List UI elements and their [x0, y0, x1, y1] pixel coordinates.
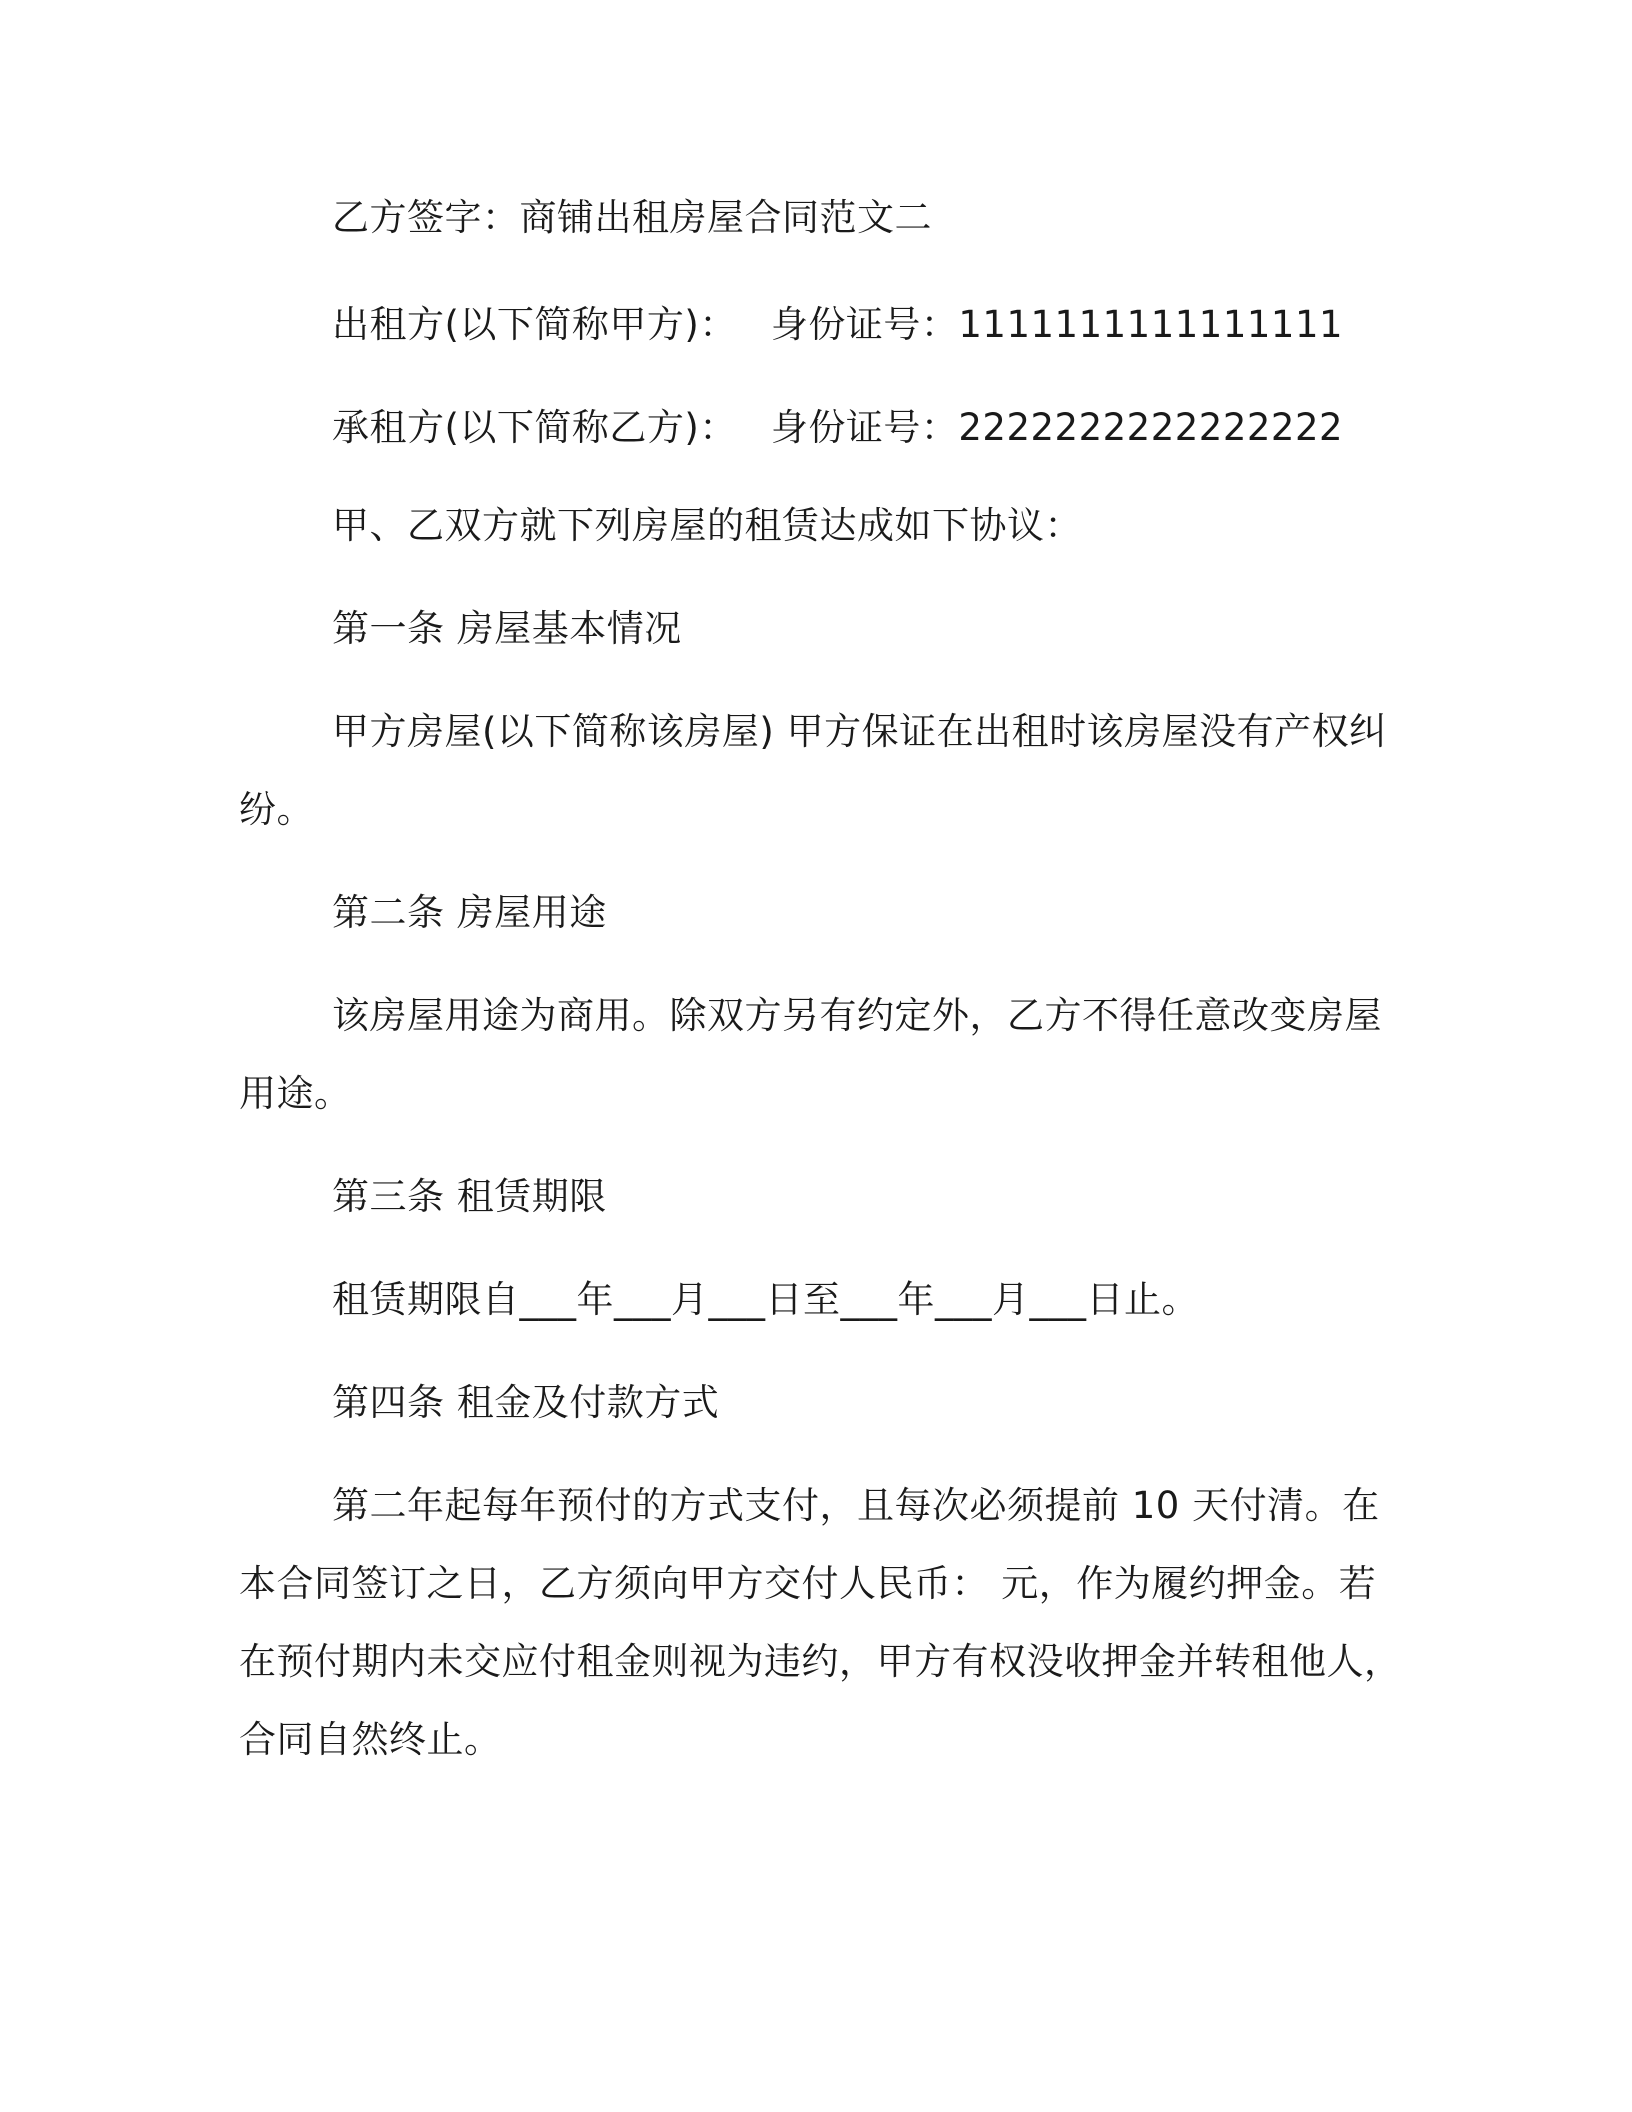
article4-heading: 第四条 租金及付款方式: [332, 1381, 720, 1424]
article3-heading: 第三条 租赁期限: [332, 1175, 607, 1218]
article1-text-line2: 纷。: [239, 788, 314, 831]
article4-text-line4: 合同自然终止。: [239, 1718, 502, 1761]
article4-text-line3: 在预付期内未交应付租金则视为违约，甲方有权没收押金并转租他人，: [239, 1640, 1402, 1683]
article4-text-line2: 本合同签订之日，乙方须向甲方交付人民币： 元，作为履约押金。若: [239, 1562, 1377, 1605]
lessee-line: [332, 408, 1343, 448]
article1-text-line1: 甲方房屋(以下简称该房屋) 甲方保证在出租时该房屋没有产权纠: [332, 710, 1387, 753]
article3-text-line1: 租赁期限自___年___月___日至___年___月___日止。: [332, 1278, 1199, 1321]
lessor-id-label: 身份证号：: [770, 303, 959, 346]
lessor-label: 出租方(以下简称甲方)：: [332, 303, 737, 346]
party-b-signature-line: 乙方签字：商铺出租房屋合同范文二: [332, 196, 932, 239]
lessor-id-number: 1111111111111111: [958, 303, 1344, 346]
lessee-label: 承租方(以下简称乙方)：: [332, 406, 737, 449]
article2-text-line1: 该房屋用途为商用。除双方另有约定外，乙方不得任意改变房屋: [332, 994, 1382, 1037]
agreement-intro: 甲、乙双方就下列房屋的租赁达成如下协议：: [332, 504, 1082, 547]
article2-heading: 第二条 房屋用途: [332, 891, 607, 934]
article1-heading: 第一条 房屋基本情况: [332, 607, 682, 650]
lessee-id-number: 2222222222222222: [958, 406, 1344, 449]
article4-text-line1: 第二年起每年预付的方式支付，且每次必须提前 10 天付清。在: [332, 1484, 1380, 1527]
lessor-line: [332, 305, 1343, 345]
lessee-id-label: 身份证号：: [770, 406, 959, 449]
article2-text-line2: 用途。: [239, 1072, 352, 1115]
